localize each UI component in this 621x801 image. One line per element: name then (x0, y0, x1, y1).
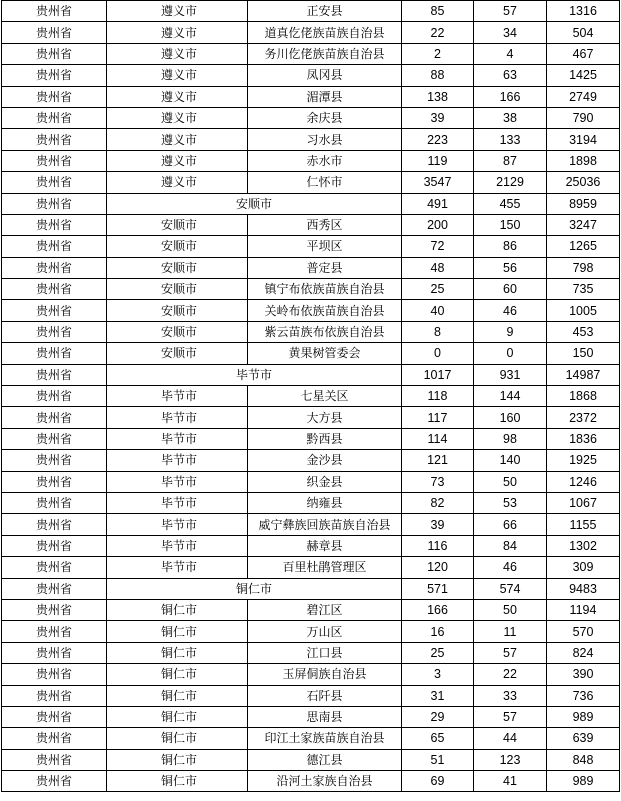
city-cell: 遵义市 (107, 65, 248, 86)
table-row (2, 343, 620, 364)
city-cell: 毕节市 (107, 514, 248, 535)
county-cell: 印江土家族苗族自治县 (248, 728, 402, 749)
county-cell: 余庆县 (248, 107, 402, 128)
city-cell: 毕节市 (107, 386, 248, 407)
county-cell: 镇宁布依族苗族自治县 (248, 279, 402, 300)
value-b-cell: 150 (474, 214, 547, 235)
city-cell: 铜仁市 (107, 664, 248, 685)
table-row (2, 129, 620, 150)
city-cell: 铜仁市 (107, 599, 248, 620)
value-c-cell: 1925 (547, 450, 620, 471)
province-cell: 贵州省 (2, 535, 107, 556)
value-b-cell: 38 (474, 107, 547, 128)
county-cell: 正安县 (248, 1, 402, 22)
table-row (2, 428, 620, 449)
value-c-cell: 150 (547, 343, 620, 364)
county-cell: 江口县 (248, 642, 402, 663)
province-cell: 贵州省 (2, 22, 107, 43)
province-cell: 贵州省 (2, 364, 107, 385)
city-total-cell: 毕节市 (107, 364, 402, 385)
value-b-cell: 33 (474, 685, 547, 706)
value-b-cell: 57 (474, 706, 547, 727)
value-a-cell: 3547 (402, 172, 474, 193)
county-cell: 道真仡佬族苗族自治县 (248, 22, 402, 43)
value-b-cell: 57 (474, 642, 547, 663)
value-a-cell: 73 (402, 471, 474, 492)
table-row (2, 1, 620, 22)
value-c-cell: 1425 (547, 65, 620, 86)
value-c-cell: 736 (547, 685, 620, 706)
value-b-cell: 144 (474, 386, 547, 407)
value-b-cell: 63 (474, 65, 547, 86)
province-cell: 贵州省 (2, 129, 107, 150)
value-c-cell: 1302 (547, 535, 620, 556)
value-c-cell: 824 (547, 642, 620, 663)
value-c-cell: 25036 (547, 172, 620, 193)
province-cell: 贵州省 (2, 599, 107, 620)
city-total-cell: 安顺市 (107, 193, 402, 214)
value-b-cell: 84 (474, 535, 547, 556)
table-row (2, 535, 620, 556)
county-cell: 紫云苗族布依族自治县 (248, 321, 402, 342)
value-b-cell: 50 (474, 599, 547, 620)
value-a-cell: 200 (402, 214, 474, 235)
value-b-cell: 160 (474, 407, 547, 428)
value-b-cell: 41 (474, 771, 547, 792)
table-row (2, 386, 620, 407)
value-b-cell: 44 (474, 728, 547, 749)
county-cell: 习水县 (248, 129, 402, 150)
table-row (2, 728, 620, 749)
province-cell: 贵州省 (2, 514, 107, 535)
value-c-cell: 390 (547, 664, 620, 685)
table-row (2, 407, 620, 428)
city-cell: 毕节市 (107, 492, 248, 513)
county-cell: 西秀区 (248, 214, 402, 235)
value-a-cell: 120 (402, 557, 474, 578)
province-cell: 贵州省 (2, 107, 107, 128)
city-cell: 遵义市 (107, 107, 248, 128)
table-row (2, 257, 620, 278)
county-cell: 玉屏侗族自治县 (248, 664, 402, 685)
value-b-cell: 166 (474, 86, 547, 107)
city-total-cell: 铜仁市 (107, 578, 402, 599)
province-cell: 贵州省 (2, 86, 107, 107)
province-cell: 贵州省 (2, 492, 107, 513)
table-row (2, 150, 620, 171)
city-subtotal-row (2, 193, 620, 214)
province-cell: 贵州省 (2, 214, 107, 235)
value-a-cell: 138 (402, 86, 474, 107)
city-cell: 安顺市 (107, 321, 248, 342)
value-a-cell: 65 (402, 728, 474, 749)
city-cell: 毕节市 (107, 535, 248, 556)
table-row (2, 300, 620, 321)
table-row (2, 621, 620, 642)
city-cell: 毕节市 (107, 471, 248, 492)
value-a-cell: 48 (402, 257, 474, 278)
table-row (2, 471, 620, 492)
value-b-cell: 4 (474, 43, 547, 64)
city-cell: 毕节市 (107, 428, 248, 449)
value-c-cell: 9483 (547, 578, 620, 599)
value-c-cell: 1067 (547, 492, 620, 513)
city-cell: 安顺市 (107, 300, 248, 321)
province-cell: 贵州省 (2, 771, 107, 792)
value-a-cell: 40 (402, 300, 474, 321)
table-row (2, 450, 620, 471)
value-b-cell: 34 (474, 22, 547, 43)
value-b-cell: 22 (474, 664, 547, 685)
province-cell: 贵州省 (2, 300, 107, 321)
province-cell: 贵州省 (2, 65, 107, 86)
province-cell: 贵州省 (2, 193, 107, 214)
county-cell: 沿河土家族自治县 (248, 771, 402, 792)
value-c-cell: 1005 (547, 300, 620, 321)
value-c-cell: 1316 (547, 1, 620, 22)
county-cell: 七星关区 (248, 386, 402, 407)
value-a-cell: 117 (402, 407, 474, 428)
value-c-cell: 309 (547, 557, 620, 578)
table-row (2, 43, 620, 64)
value-c-cell: 14987 (547, 364, 620, 385)
value-b-cell: 11 (474, 621, 547, 642)
value-a-cell: 121 (402, 450, 474, 471)
table-row (2, 771, 620, 792)
value-a-cell: 3 (402, 664, 474, 685)
value-b-cell: 66 (474, 514, 547, 535)
value-a-cell: 1017 (402, 364, 474, 385)
value-c-cell: 1265 (547, 236, 620, 257)
value-a-cell: 223 (402, 129, 474, 150)
value-a-cell: 29 (402, 706, 474, 727)
value-c-cell: 1194 (547, 599, 620, 620)
city-cell: 安顺市 (107, 279, 248, 300)
county-cell: 平坝区 (248, 236, 402, 257)
city-cell: 铜仁市 (107, 642, 248, 663)
table-row (2, 706, 620, 727)
value-c-cell: 3247 (547, 214, 620, 235)
value-a-cell: 114 (402, 428, 474, 449)
county-cell: 金沙县 (248, 450, 402, 471)
city-cell: 毕节市 (107, 557, 248, 578)
table-row (2, 599, 620, 620)
value-c-cell: 1155 (547, 514, 620, 535)
value-a-cell: 85 (402, 1, 474, 22)
city-cell: 铜仁市 (107, 685, 248, 706)
county-cell: 织金县 (248, 471, 402, 492)
value-c-cell: 1868 (547, 386, 620, 407)
province-cell: 贵州省 (2, 279, 107, 300)
province-cell: 贵州省 (2, 407, 107, 428)
value-a-cell: 16 (402, 621, 474, 642)
value-c-cell: 467 (547, 43, 620, 64)
province-cell: 贵州省 (2, 343, 107, 364)
province-cell: 贵州省 (2, 1, 107, 22)
value-a-cell: 39 (402, 107, 474, 128)
county-cell: 百里杜鹃管理区 (248, 557, 402, 578)
province-cell: 贵州省 (2, 236, 107, 257)
value-c-cell: 2372 (547, 407, 620, 428)
value-c-cell: 1246 (547, 471, 620, 492)
value-b-cell: 2129 (474, 172, 547, 193)
county-cell: 黔西县 (248, 428, 402, 449)
city-cell: 安顺市 (107, 257, 248, 278)
value-b-cell: 931 (474, 364, 547, 385)
county-cell: 赤水市 (248, 150, 402, 171)
value-c-cell: 639 (547, 728, 620, 749)
value-a-cell: 25 (402, 642, 474, 663)
city-cell: 遵义市 (107, 129, 248, 150)
city-cell: 遵义市 (107, 150, 248, 171)
table-row (2, 749, 620, 770)
value-a-cell: 25 (402, 279, 474, 300)
value-b-cell: 133 (474, 129, 547, 150)
county-cell: 威宁彝族回族苗族自治县 (248, 514, 402, 535)
province-cell: 贵州省 (2, 321, 107, 342)
county-cell: 碧江区 (248, 599, 402, 620)
province-cell: 贵州省 (2, 450, 107, 471)
value-a-cell: 39 (402, 514, 474, 535)
value-c-cell: 3194 (547, 129, 620, 150)
province-cell: 贵州省 (2, 428, 107, 449)
value-c-cell: 798 (547, 257, 620, 278)
city-cell: 遵义市 (107, 172, 248, 193)
value-b-cell: 455 (474, 193, 547, 214)
city-subtotal-row (2, 364, 620, 385)
table-body (2, 1, 620, 792)
county-cell: 务川仡佬族苗族自治县 (248, 43, 402, 64)
city-cell: 毕节市 (107, 407, 248, 428)
table-row (2, 279, 620, 300)
county-cell: 大方县 (248, 407, 402, 428)
value-c-cell: 989 (547, 771, 620, 792)
value-a-cell: 22 (402, 22, 474, 43)
province-cell: 贵州省 (2, 557, 107, 578)
table-row (2, 685, 620, 706)
county-cell: 思南县 (248, 706, 402, 727)
value-c-cell: 735 (547, 279, 620, 300)
province-cell: 贵州省 (2, 172, 107, 193)
table-row (2, 65, 620, 86)
province-cell: 贵州省 (2, 621, 107, 642)
county-cell: 普定县 (248, 257, 402, 278)
table-row (2, 557, 620, 578)
value-b-cell: 53 (474, 492, 547, 513)
city-cell: 铜仁市 (107, 749, 248, 770)
city-cell: 遵义市 (107, 1, 248, 22)
value-b-cell: 9 (474, 321, 547, 342)
county-cell: 石阡县 (248, 685, 402, 706)
value-b-cell: 574 (474, 578, 547, 599)
value-a-cell: 2 (402, 43, 474, 64)
value-a-cell: 571 (402, 578, 474, 599)
value-a-cell: 69 (402, 771, 474, 792)
value-a-cell: 0 (402, 343, 474, 364)
county-cell: 赫章县 (248, 535, 402, 556)
value-b-cell: 123 (474, 749, 547, 770)
value-a-cell: 119 (402, 150, 474, 171)
value-b-cell: 60 (474, 279, 547, 300)
value-a-cell: 166 (402, 599, 474, 620)
province-cell: 贵州省 (2, 386, 107, 407)
county-cell: 纳雍县 (248, 492, 402, 513)
value-c-cell: 1898 (547, 150, 620, 171)
city-subtotal-row (2, 578, 620, 599)
city-cell: 遵义市 (107, 22, 248, 43)
table-row (2, 236, 620, 257)
county-cell: 仁怀市 (248, 172, 402, 193)
county-cell: 凤冈县 (248, 65, 402, 86)
value-a-cell: 491 (402, 193, 474, 214)
province-cell: 贵州省 (2, 664, 107, 685)
city-cell: 遵义市 (107, 43, 248, 64)
province-cell: 贵州省 (2, 578, 107, 599)
county-cell: 万山区 (248, 621, 402, 642)
table-row (2, 492, 620, 513)
table-row (2, 22, 620, 43)
value-c-cell: 790 (547, 107, 620, 128)
province-cell: 贵州省 (2, 471, 107, 492)
table-row (2, 214, 620, 235)
value-a-cell: 51 (402, 749, 474, 770)
table-row (2, 86, 620, 107)
province-cell: 贵州省 (2, 257, 107, 278)
value-c-cell: 1836 (547, 428, 620, 449)
value-a-cell: 31 (402, 685, 474, 706)
table-row (2, 664, 620, 685)
city-cell: 铜仁市 (107, 728, 248, 749)
city-cell: 铜仁市 (107, 771, 248, 792)
province-cell: 贵州省 (2, 642, 107, 663)
value-c-cell: 848 (547, 749, 620, 770)
value-b-cell: 57 (474, 1, 547, 22)
value-a-cell: 72 (402, 236, 474, 257)
value-b-cell: 98 (474, 428, 547, 449)
city-cell: 安顺市 (107, 343, 248, 364)
value-a-cell: 8 (402, 321, 474, 342)
value-b-cell: 50 (474, 471, 547, 492)
table-row (2, 107, 620, 128)
province-cell: 贵州省 (2, 43, 107, 64)
province-cell: 贵州省 (2, 685, 107, 706)
city-cell: 安顺市 (107, 214, 248, 235)
value-b-cell: 56 (474, 257, 547, 278)
city-cell: 安顺市 (107, 236, 248, 257)
value-c-cell: 989 (547, 706, 620, 727)
province-cell: 贵州省 (2, 706, 107, 727)
table-row (2, 321, 620, 342)
value-c-cell: 2749 (547, 86, 620, 107)
value-a-cell: 88 (402, 65, 474, 86)
statistics-table (1, 0, 620, 792)
city-cell: 遵义市 (107, 86, 248, 107)
province-cell: 贵州省 (2, 150, 107, 171)
county-cell: 关岭布依族苗族自治县 (248, 300, 402, 321)
value-c-cell: 504 (547, 22, 620, 43)
province-cell: 贵州省 (2, 728, 107, 749)
table-row (2, 172, 620, 193)
value-c-cell: 8959 (547, 193, 620, 214)
value-b-cell: 46 (474, 300, 547, 321)
value-c-cell: 570 (547, 621, 620, 642)
city-cell: 毕节市 (107, 450, 248, 471)
value-b-cell: 46 (474, 557, 547, 578)
value-a-cell: 118 (402, 386, 474, 407)
value-b-cell: 0 (474, 343, 547, 364)
county-cell: 德江县 (248, 749, 402, 770)
value-b-cell: 87 (474, 150, 547, 171)
value-c-cell: 453 (547, 321, 620, 342)
city-cell: 铜仁市 (107, 621, 248, 642)
value-a-cell: 116 (402, 535, 474, 556)
value-b-cell: 86 (474, 236, 547, 257)
city-cell: 铜仁市 (107, 706, 248, 727)
county-cell: 黄果树管委会 (248, 343, 402, 364)
table-row (2, 642, 620, 663)
value-a-cell: 82 (402, 492, 474, 513)
value-b-cell: 140 (474, 450, 547, 471)
province-cell: 贵州省 (2, 749, 107, 770)
table-row (2, 514, 620, 535)
county-cell: 湄潭县 (248, 86, 402, 107)
